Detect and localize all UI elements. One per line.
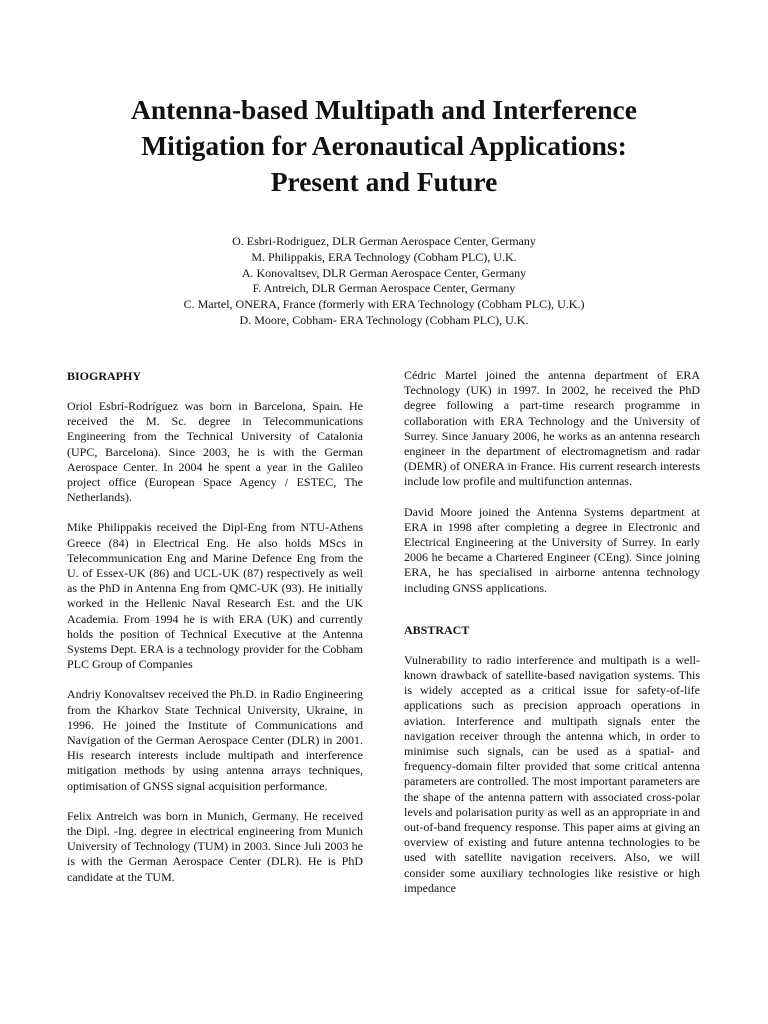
author-line: O. Esbri-Rodriguez, DLR German Aerospace Center, Germany (232, 234, 536, 248)
author-list (60, 234, 708, 329)
title-line-1: Antenna-based Multipath and Interference (131, 94, 637, 125)
bio-paragraph: Oriol Esbrí-Rodríguez was born in Barcelona, Spain. He received the M. Sc. degree in Telecommunications Engineering from the Technical University of Catalonia (UPC, Barcelona). Since 2003, he is with the German Aerospace Center. In 2004 he spent a year in the Galileo project office (European Space Agency / ESTEC, The Netherlands). (67, 399, 363, 505)
bio-paragraph: David Moore joined the Antenna Systems department at ERA in 1998 after completing a degree in Electronic and Electrical Engineering at the University of Surrey. In early 2006 he became a Chartered Engineer (CEng). Since joining ERA, he has specialised in airborne antenna technology including GNSS applications. (404, 504, 700, 595)
author-line: F. Antreich, DLR German Aerospace Center, Germany (252, 281, 516, 296)
bio-paragraph: Andriy Konovaltsev received the Ph.D. in Radio Engineering from the Kharkov State Technical University, Ukraine, in 1996. He joined the Institute of Communications and Navigation of the German Aerospace Center (DLR) in 2001. His research interests include multipath and interference mitigation methods by using antenna arrays techniques, optimisation of GNSS signal acquisition performance. (67, 687, 363, 793)
author-line: M. Philippakis, ERA Technology (Cobham PLC), U.K. (251, 249, 517, 264)
title-line-3: Present and Future (270, 166, 498, 197)
author-line: C. Martel, ONERA, France (formerly with ERA Technology (Cobham PLC), U.K.) (183, 297, 585, 312)
right-column (404, 368, 700, 896)
author-line: D. Moore, Cobham- ERA Technology (Cobham PLC), U.K. (239, 312, 529, 327)
left-column (67, 368, 363, 885)
biography-heading: BIOGRAPHY (67, 369, 142, 383)
bio-paragraph: Mike Philippakis received the Dipl-Eng from NTU-Athens Greece (84) in Electrical Eng. He also holds MScs in Telecommunication Eng and Marine Defence Eng from the U. of Essex-UK (86) and UCL-UK (87) respectively as well as the PhD in Antenna Eng from QMC-UK (93). He initially worked in the Hellenic Naval Research Est. and the UK Academia. From 1994 he is with ERA (UK) and currently holds the position of Technical Executive at the Antenna Systems Dept. ERA is a technology provider for the Cobham PLC Group of Companies (67, 520, 363, 672)
abstract-heading: ABSTRACT (404, 622, 470, 637)
author-line: A. Konovaltsev, DLR German Aerospace Center, Germany (241, 265, 527, 280)
abstract-text: Vulnerability to radio interference and multipath is a well-known drawback of satellite-based navigation systems. This is widely accepted as a critical issue for safety-of-life applications such as precision approach operations in aviation. Interference and multipath signals enter the navigation receiver through the antenna which, in order to minimise such signals, can be used as a spatial- and frequency-domain filter provided that some critical antenna parameters are controlled. The most important parameters are the shape of the antenna pattern with associated cross-polar levels and polarisation purity as well as an appropriate in and out-of-band frequency response. This paper aims at giving an overview of existing and future antenna technologies to be used with satellite navigation receivers. Also, we will consider some auxiliary technologies like resistive or high impedance (404, 652, 700, 895)
title-line-2: Mitigation for Aeronautical Applications: (141, 130, 627, 161)
bio-paragraph: Cédric Martel joined the antenna department of ERA Technology (UK) in 1997. In 2002, he received the PhD degree following a part-time research programme in collaboration with ERA Technology and the University of Surrey. Since January 2006, he works as an antenna research engineer in the department of electromagnetism and radar (DEMR) of ONERA in France. His current research interests include low profile and multifunction antennas. (404, 368, 700, 489)
paper-title (60, 92, 708, 200)
bio-paragraph: Felix Antreich was born in Munich, Germany. He received the Dipl. -Ing. degree in electrical engineering from Munich University of Technology (TUM) in 2003. Since Juli 2003 he is with the German Aerospace Center (DLR). He is PhD candidate at the TUM. (67, 808, 363, 884)
